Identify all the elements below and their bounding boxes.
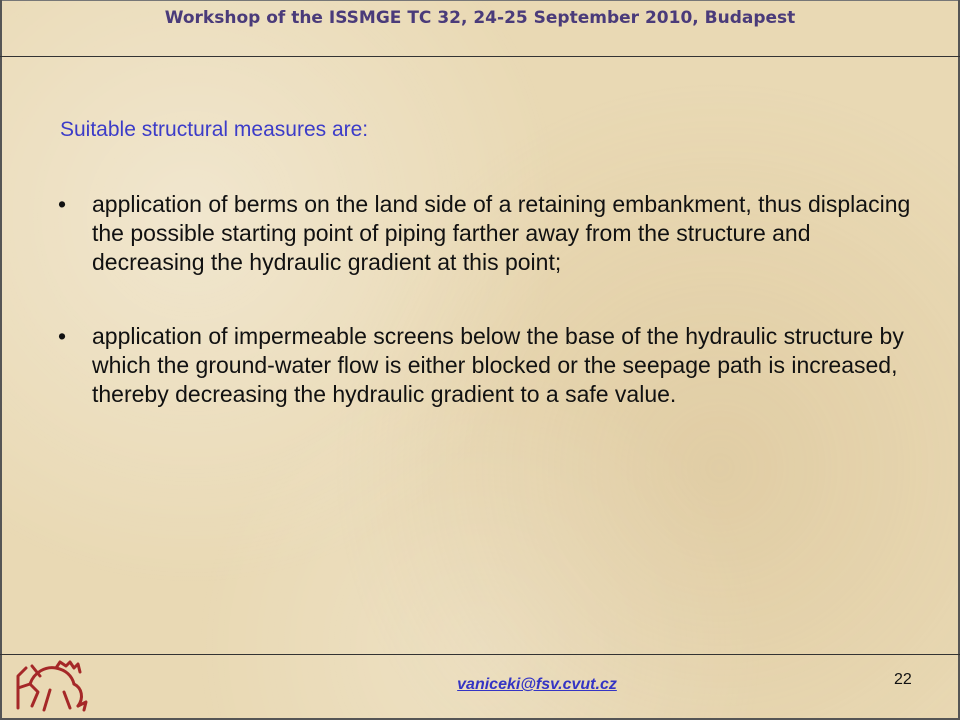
bullet-marker: • bbox=[58, 323, 67, 349]
page-number: 22 bbox=[894, 671, 912, 688]
bullet-list bbox=[58, 190, 918, 409]
frame-left-border bbox=[0, 0, 2, 720]
bullet-marker: • bbox=[58, 191, 67, 217]
frame-top-border bbox=[0, 0, 960, 1]
bullet-text: application of berms on the land side of a retaining embankment, thus displacing the possible starting point of piping farther away from the structure and decreasing the hydraulic gradient at this point; bbox=[92, 191, 911, 275]
bullet-item bbox=[58, 190, 918, 277]
bullet-text: application of impermeable screens below the base of the hydraulic structure by which the ground-water flow is either blocked or the seepage path is increased, thereby decreasing the hydraulic gradient to a safe value. bbox=[92, 323, 904, 407]
contact-email-link[interactable]: vaniceki@fsv.cvut.cz bbox=[457, 676, 617, 693]
header-divider bbox=[0, 56, 960, 57]
bullet-item bbox=[58, 322, 918, 409]
intro-text: Suitable structural measures are: bbox=[60, 118, 369, 141]
footer-divider bbox=[0, 654, 960, 655]
slide-header-title: Workshop of the ISSMGE TC 32, 24-25 September 2010, Budapest bbox=[164, 8, 796, 28]
